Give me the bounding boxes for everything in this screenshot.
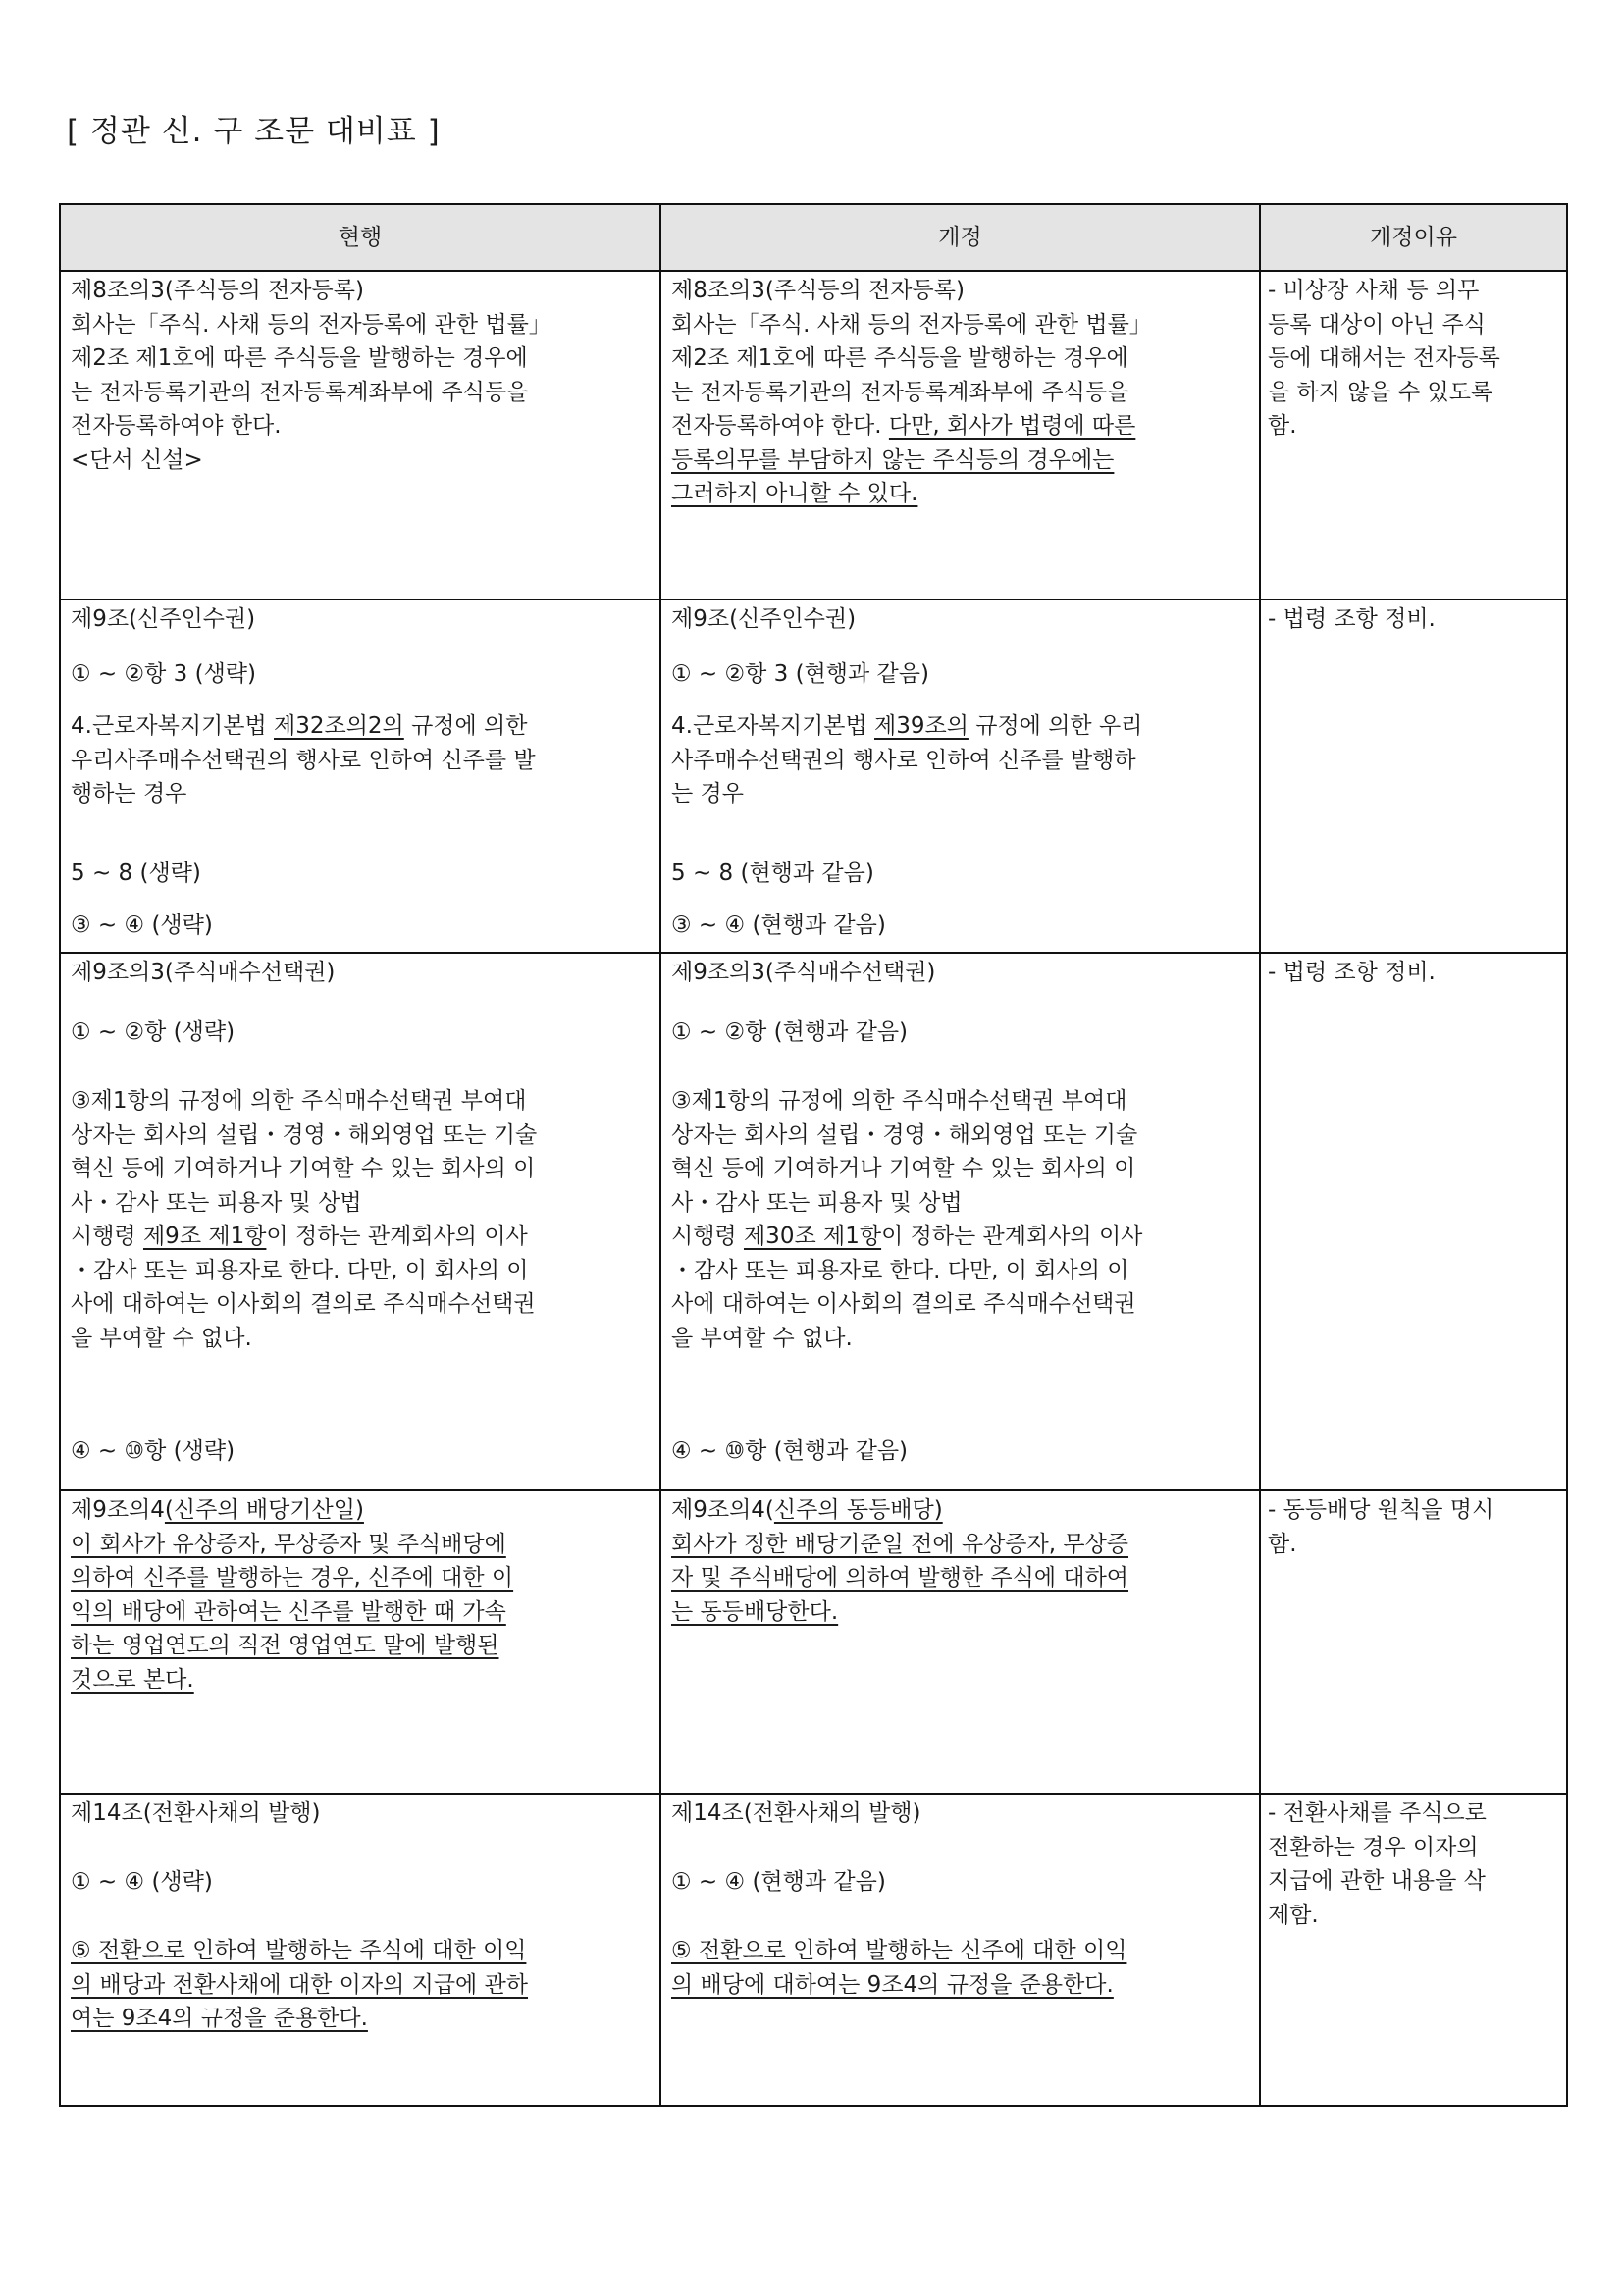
text-segment: 행하는 경우 <box>71 781 187 807</box>
text-segment: 제9조의4( <box>671 1497 774 1523</box>
text-line <box>1268 341 1562 376</box>
text-line <box>671 1287 1253 1322</box>
text-line <box>671 1016 1253 1050</box>
text-line <box>671 1797 1253 1831</box>
text-line <box>71 308 654 342</box>
header-reason: 개정이유 <box>1261 205 1568 272</box>
text-line <box>71 777 654 811</box>
text-line <box>71 444 654 478</box>
clause-title <box>71 1797 654 1831</box>
text-line <box>1268 602 1562 637</box>
text-line <box>671 376 1253 410</box>
text-segment: ③제1항의 규정에 의한 주식매수선택권 부여대 <box>671 1088 1127 1114</box>
amended-text: 신주의 동등배당) <box>773 1497 943 1523</box>
text-line <box>671 1435 1253 1469</box>
text-segment: 우리사주매수선택권의 행사로 인하여 신주를 발 <box>71 747 536 773</box>
text-line <box>71 1254 654 1288</box>
text-segment: ④ ~ ⑩항 (생략) <box>71 1438 236 1464</box>
text-segment: ① ~ ②항 3 (생략) <box>71 660 256 687</box>
amended-text: ⑤ 전환으로 인하여 발행하는 신주에 대한 이익 <box>671 1938 1127 1963</box>
text-line <box>1268 1831 1562 1865</box>
text-line <box>71 1797 654 1831</box>
amended-text: 는 동등배당한다. <box>671 1598 839 1625</box>
text-segment: ① ~ ②항 (생략) <box>71 1018 236 1045</box>
text-segment: 사에 대하여는 이사회의 결의로 주식매수선택권 <box>671 1291 1136 1317</box>
clause-paragraph <box>671 1016 1253 1050</box>
text-line <box>71 909 654 943</box>
amended-text: 제32조의2의 <box>274 713 404 739</box>
text-segment: 등록 대상이 아닌 주식 <box>1268 311 1486 338</box>
clause-title <box>71 602 654 637</box>
text-line <box>1268 1493 1562 1528</box>
amended-text: 여는 9조4의 규정을 준용한다. <box>71 2006 368 2031</box>
text-line <box>671 909 1253 943</box>
text-segment: 상자는 회사의 설립・경영・해외영업 또는 기술 <box>671 1122 1138 1148</box>
text-segment: ・감사 또는 피용자로 한다. 다만, 이 회사의 이 <box>671 1257 1129 1283</box>
amended-text: 다만, 회사가 법령에 따른 <box>888 413 1136 439</box>
text-segment: ③ ~ ④ (생략) <box>71 913 213 938</box>
text-line <box>71 1968 654 2003</box>
clause-paragraph <box>671 709 1253 811</box>
text-line <box>671 1220 1253 1254</box>
text-segment: 규정에 의한 <box>403 713 528 739</box>
text-segment: 5 ~ 8 (생략) <box>71 860 201 886</box>
text-line <box>71 709 654 744</box>
clause-paragraph <box>71 1084 654 1355</box>
reason-text <box>1268 1797 1562 1932</box>
amended-text: 제30조 제1항 <box>743 1224 882 1249</box>
text-segment: 을 부여할 수 없다. <box>671 1325 853 1351</box>
clause-title <box>71 274 654 308</box>
amended-text: 회사가 정한 배당기준일 전에 유상증자, 무상증 <box>671 1531 1129 1557</box>
text-segment: 는 경우 <box>671 781 744 807</box>
text-line <box>671 341 1253 376</box>
text-line <box>1268 1797 1562 1831</box>
text-segment: 을 하지 않을 수 있도록 <box>1268 379 1493 405</box>
text-line <box>71 1152 654 1186</box>
text-segment: 사주매수선택권의 행사로 인하여 신주를 발행하 <box>671 747 1136 773</box>
text-line <box>71 1629 654 1663</box>
text-segment: 시행령 <box>671 1224 744 1249</box>
clause-title <box>671 1493 1253 1528</box>
clause-paragraph <box>671 857 1253 891</box>
amended-text: 이 회사가 유상증자, 무상증자 및 주식배당에 <box>71 1531 506 1557</box>
text-segment: 규정에 의한 우리 <box>968 713 1143 739</box>
text-segment: 함. <box>1268 1531 1297 1557</box>
text-segment: 제2조 제1호에 따른 주식등을 발행하는 경우에 <box>71 345 528 371</box>
amended-text: 제9조 제1항 <box>142 1224 267 1249</box>
text-line <box>671 1254 1253 1288</box>
text-line <box>671 744 1253 778</box>
clause-title <box>71 1493 654 1528</box>
clause-paragraph <box>671 1934 1253 2002</box>
clause-paragraph <box>671 308 1253 511</box>
reason-text <box>1268 956 1562 990</box>
text-line <box>1268 1899 1562 1933</box>
text-segment: - 법령 조항 정비. <box>1268 606 1436 632</box>
current-cell <box>61 600 661 954</box>
text-line <box>671 956 1253 990</box>
reason-text <box>1268 274 1562 444</box>
text-line <box>671 1968 1253 2003</box>
text-line <box>71 1493 654 1528</box>
text-line <box>71 1287 654 1322</box>
text-segment: 사・감사 또는 피용자 및 상법 <box>671 1189 963 1216</box>
clause-paragraph <box>71 709 654 811</box>
text-segment: 제8조의3(주식등의 전자등록) <box>71 278 364 303</box>
current-cell <box>61 954 661 1491</box>
amended-text: 의하여 신주를 발행하는 경우, 신주에 대한 이 <box>71 1565 514 1591</box>
clause-paragraph <box>671 1865 1253 1900</box>
text-line <box>71 857 654 891</box>
text-segment: ③ ~ ④ (현행과 같음) <box>671 913 886 938</box>
clause-paragraph <box>71 1528 654 1697</box>
text-line <box>671 777 1253 811</box>
text-line <box>71 1220 654 1254</box>
reason-text <box>1268 602 1562 637</box>
text-segment: ③제1항의 규정에 의한 주식매수선택권 부여대 <box>71 1088 527 1114</box>
revised-cell <box>661 272 1261 600</box>
text-line <box>71 657 654 692</box>
text-line <box>671 1934 1253 1968</box>
text-segment: 을 부여할 수 없다. <box>71 1325 252 1351</box>
text-line <box>71 602 654 637</box>
text-line <box>1268 1528 1562 1562</box>
clause-paragraph <box>71 909 654 943</box>
amended-text: 것으로 본다. <box>71 1666 194 1693</box>
text-line <box>1268 956 1562 990</box>
text-line <box>671 857 1253 891</box>
text-segment: 회사는「주식. 사채 등의 전자등록에 관한 법률」 <box>71 311 551 338</box>
text-line <box>1268 308 1562 342</box>
document-title: [ 정관 신. 구 조문 대비표 ] <box>67 114 441 149</box>
text-segment: ① ~ ②항 (현행과 같음) <box>671 1018 909 1045</box>
clause-paragraph <box>671 909 1253 943</box>
clause-title <box>671 956 1253 990</box>
text-segment: 제2조 제1호에 따른 주식등을 발행하는 경우에 <box>671 345 1128 371</box>
text-segment: 시행령 <box>71 1224 143 1249</box>
text-line <box>71 1561 654 1595</box>
text-segment: 사에 대하여는 이사회의 결의로 주식매수선택권 <box>71 1291 536 1317</box>
text-segment: - 동등배당 원칙을 명시 <box>1268 1497 1494 1523</box>
text-line <box>71 956 654 990</box>
reason-text <box>1268 1493 1562 1561</box>
revised-cell <box>661 954 1261 1491</box>
clause-title <box>671 274 1253 308</box>
text-line <box>71 409 654 444</box>
clause-title <box>71 956 654 990</box>
text-line <box>1268 274 1562 308</box>
clause-paragraph <box>71 857 654 891</box>
text-line <box>71 1865 654 1900</box>
text-line <box>671 1561 1253 1595</box>
text-line <box>671 709 1253 744</box>
current-cell <box>61 1491 661 1795</box>
reason-cell <box>1261 272 1568 600</box>
text-segment: 제9조의3(주식매수선택권) <box>671 960 936 985</box>
text-line <box>71 376 654 410</box>
text-line <box>671 1186 1253 1221</box>
clause-title <box>671 602 1253 637</box>
reason-cell <box>1261 954 1568 1491</box>
text-line <box>71 1528 654 1562</box>
clause-paragraph <box>671 1528 1253 1630</box>
text-line <box>71 1119 654 1153</box>
text-segment: 지급에 관한 내용을 삭 <box>1268 1868 1486 1894</box>
text-line <box>1268 376 1562 410</box>
clause-paragraph <box>71 1934 654 2036</box>
text-line <box>71 1016 654 1050</box>
text-line <box>671 477 1253 511</box>
text-line <box>71 1934 654 1968</box>
comparison-table <box>59 203 1568 2107</box>
text-segment: 혁신 등에 기여하거나 기여할 수 있는 회사의 이 <box>71 1156 536 1181</box>
current-cell <box>61 272 661 600</box>
text-segment: 이 정하는 관계회사의 이사 <box>881 1224 1143 1249</box>
clause-paragraph <box>71 1865 654 1900</box>
text-segment: 함. <box>1268 413 1297 439</box>
text-line <box>71 1595 654 1630</box>
reason-cell <box>1261 600 1568 954</box>
text-line <box>71 744 654 778</box>
clause-paragraph <box>671 1084 1253 1355</box>
reason-cell <box>1261 1795 1568 2107</box>
text-segment: 사・감사 또는 피용자 및 상법 <box>71 1189 362 1216</box>
text-line <box>71 1663 654 1697</box>
text-segment: ① ~ ④ (생략) <box>71 1868 213 1895</box>
text-segment: 회사는「주식. 사채 등의 전자등록에 관한 법률」 <box>671 311 1152 338</box>
text-segment: 제14조(전환사채의 발행) <box>671 1800 921 1826</box>
text-segment: 는 전자등록기관의 전자등록계좌부에 주식등을 <box>671 379 1129 405</box>
text-line <box>671 1595 1253 1630</box>
text-segment: ④ ~ ⑩항 (현행과 같음) <box>671 1438 909 1464</box>
text-line <box>671 1865 1253 1900</box>
text-segment: ① ~ ②항 3 (현행과 같음) <box>671 660 929 687</box>
revised-cell <box>661 1795 1261 2107</box>
text-line <box>671 657 1253 692</box>
text-line <box>671 444 1253 478</box>
text-line <box>671 1152 1253 1186</box>
text-segment: 상자는 회사의 설립・경영・해외영업 또는 기술 <box>71 1122 538 1148</box>
text-line <box>671 1528 1253 1562</box>
text-segment: 제함. <box>1268 1902 1319 1928</box>
text-line <box>671 602 1253 637</box>
amended-text: 의 배당과 전환사채에 대한 이자의 지급에 관하 <box>71 1971 529 1998</box>
text-line <box>671 1322 1253 1356</box>
amended-text: ⑤ 전환으로 인하여 발행하는 주식에 대한 이익 <box>71 1938 527 1963</box>
text-segment: 제14조(전환사채의 발행) <box>71 1800 321 1826</box>
clause-paragraph <box>71 657 654 692</box>
header-current: 현행 <box>61 205 661 272</box>
text-segment: 전환하는 경우 이자의 <box>1268 1834 1479 1860</box>
text-line <box>71 1084 654 1119</box>
text-line <box>671 274 1253 308</box>
header-revised: 개정 <box>661 205 1261 272</box>
text-line <box>671 1084 1253 1119</box>
text-line <box>671 308 1253 342</box>
text-segment: <단서 신설> <box>71 446 203 473</box>
clause-paragraph <box>671 657 1253 692</box>
text-segment: 제9조(신주인수권) <box>71 606 256 632</box>
clause-paragraph <box>71 1016 654 1050</box>
text-segment: 제9조의4 <box>71 1497 165 1523</box>
amended-text: 의 배당에 대하여는 9조4의 규정을 준용한다. <box>671 1971 1114 1998</box>
text-segment: - 법령 조항 정비. <box>1268 960 1436 985</box>
text-line <box>71 274 654 308</box>
text-segment: 혁신 등에 기여하거나 기여할 수 있는 회사의 이 <box>671 1156 1136 1181</box>
clause-paragraph <box>71 308 654 478</box>
text-line <box>1268 1864 1562 1899</box>
amended-text: (신주의 배당기산일) <box>164 1497 364 1523</box>
amended-text: 자 및 주식배당에 의하여 발행한 주식에 대하여 <box>671 1565 1129 1591</box>
text-segment: - 비상장 사채 등 의무 <box>1268 278 1480 303</box>
text-segment: ① ~ ④ (현행과 같음) <box>671 1868 886 1895</box>
clause-paragraph <box>671 1435 1253 1469</box>
text-segment: - 전환사채를 주식으로 <box>1268 1800 1487 1826</box>
text-line <box>671 1493 1253 1528</box>
reason-cell <box>1261 1491 1568 1795</box>
text-segment: 전자등록하여야 한다. <box>71 413 282 439</box>
text-line <box>671 409 1253 444</box>
amended-text: 그러하지 아니할 수 있다. <box>671 481 918 506</box>
text-line <box>671 1119 1253 1153</box>
clause-title <box>671 1797 1253 1831</box>
text-segment: 는 전자등록기관의 전자등록계좌부에 주식등을 <box>71 379 529 405</box>
revised-cell <box>661 600 1261 954</box>
current-cell <box>61 1795 661 2107</box>
text-segment: ・감사 또는 피용자로 한다. 다만, 이 회사의 이 <box>71 1257 529 1283</box>
text-segment: 4.근로자복지기본법 <box>671 713 874 739</box>
text-segment: 제9조의3(주식매수선택권) <box>71 960 336 985</box>
text-line <box>71 341 654 376</box>
amended-text: 등록의무를 부담하지 않는 주식등의 경우에는 <box>671 446 1115 473</box>
amended-text: 제39조의 <box>874 713 969 739</box>
revised-cell <box>661 1491 1261 1795</box>
amended-text: 익의 배당에 관하여는 신주를 발행한 때 가속 <box>71 1598 506 1625</box>
text-segment: 등에 대해서는 전자등록 <box>1268 345 1500 371</box>
text-line <box>71 2002 654 2036</box>
text-segment: 5 ~ 8 (현행과 같음) <box>671 860 874 886</box>
text-segment: 전자등록하여야 한다. <box>671 413 889 439</box>
text-segment: 제9조(신주인수권) <box>671 606 857 632</box>
text-line <box>71 1186 654 1221</box>
text-line <box>1268 409 1562 444</box>
text-segment: 제8조의3(주식등의 전자등록) <box>671 278 965 303</box>
amended-text: 하는 영업연도의 직전 영업연도 말에 발행된 <box>71 1633 499 1658</box>
text-segment: 4.근로자복지기본법 <box>71 713 274 739</box>
text-line <box>71 1435 654 1469</box>
text-segment: 이 정하는 관계회사의 이사 <box>266 1224 528 1249</box>
text-line <box>71 1322 654 1356</box>
clause-paragraph <box>71 1435 654 1469</box>
